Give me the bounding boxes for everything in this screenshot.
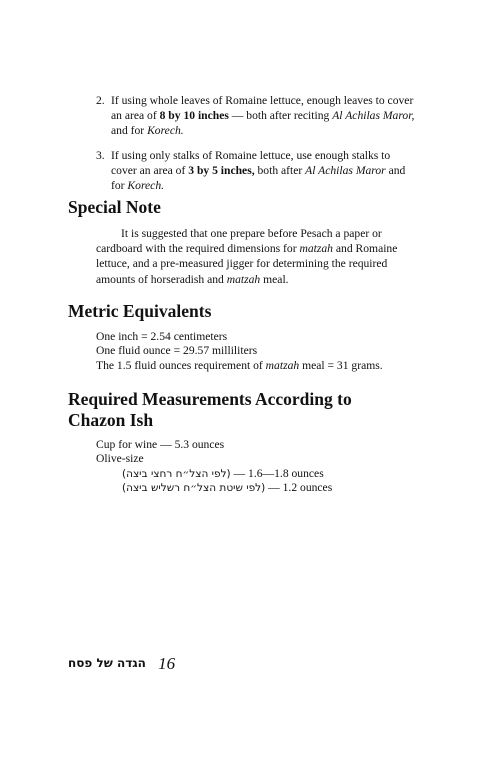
page-number: 16 xyxy=(158,654,176,673)
item-dimension: 3 by 5 inches, xyxy=(188,163,255,177)
hebrew-note: (לפי הצל״ח רחצי ביצה) xyxy=(122,467,231,480)
italic-term: matzah xyxy=(226,272,261,286)
book-title: הגדה של פסח xyxy=(68,656,146,670)
chazon-line xyxy=(96,481,332,495)
chazon-list xyxy=(96,438,332,496)
metric-line: One inch = 2.54 centimeters xyxy=(96,330,228,343)
chazon-line: Cup for wine — 5.3 ounces xyxy=(96,438,225,451)
special-note-paragraph xyxy=(96,226,411,287)
metric-line xyxy=(96,359,383,373)
list-item xyxy=(96,148,416,194)
metric-list xyxy=(96,330,383,373)
list-item xyxy=(96,93,416,139)
paragraph-text: meal. xyxy=(260,272,289,286)
paragraph-text: It is suggested that one prepare before Pesach a paper or cardboard with the required dimensions for xyxy=(96,227,382,256)
page-footer xyxy=(68,654,175,674)
item-number: 3. xyxy=(96,148,105,162)
chazon-heading xyxy=(68,389,352,431)
line-value: — 1.2 ounces xyxy=(265,481,333,495)
item-text: — both after reciting xyxy=(228,109,333,123)
heading-line: Required Measurements According to xyxy=(68,389,352,409)
metric-heading: Metric Equivalents xyxy=(68,301,212,321)
line-text: The 1.5 fluid ounces requirement of xyxy=(96,358,266,372)
item-number: 2. xyxy=(96,94,105,107)
item-text: and for xyxy=(111,124,148,138)
item-italic-term: Korech. xyxy=(127,179,165,193)
item-dimension: 8 by 10 inches xyxy=(159,109,229,123)
line-value: — 1.6—1.8 ounces xyxy=(230,466,324,480)
chazon-line: Olive-size xyxy=(96,452,144,466)
chazon-line xyxy=(96,467,332,481)
measurement-list xyxy=(96,93,416,202)
item-text: both after xyxy=(254,163,306,177)
item-text: If using whole leaves of Romaine lettuce, enough leaves to cover an area of xyxy=(111,94,414,123)
heading-line: Chazon Ish xyxy=(68,410,154,430)
paragraph-text: and Romaine lettuce, and a pre-measured jigger for determining the required amounts of horseradish and xyxy=(96,242,398,286)
item-text: If using only stalks of Romaine lettuce, use enough stalks to cover an area of xyxy=(111,148,391,177)
line-text: meal = 31 grams. xyxy=(299,358,383,372)
item-text: and for xyxy=(111,163,406,193)
italic-term: matzah xyxy=(299,242,333,256)
metric-line: One fluid ounce = 29.57 milliliters xyxy=(96,344,258,358)
item-italic-term: Korech. xyxy=(147,124,184,138)
special-note-heading: Special Note xyxy=(68,197,161,217)
item-italic-term: Al Achilas Maror xyxy=(305,163,386,177)
item-italic-term: Al Achilas Maror, xyxy=(332,109,415,123)
italic-term: matzah xyxy=(265,358,300,372)
hebrew-note: (לפי שיטת הצל״ח רשליש ביצה) xyxy=(122,482,266,495)
